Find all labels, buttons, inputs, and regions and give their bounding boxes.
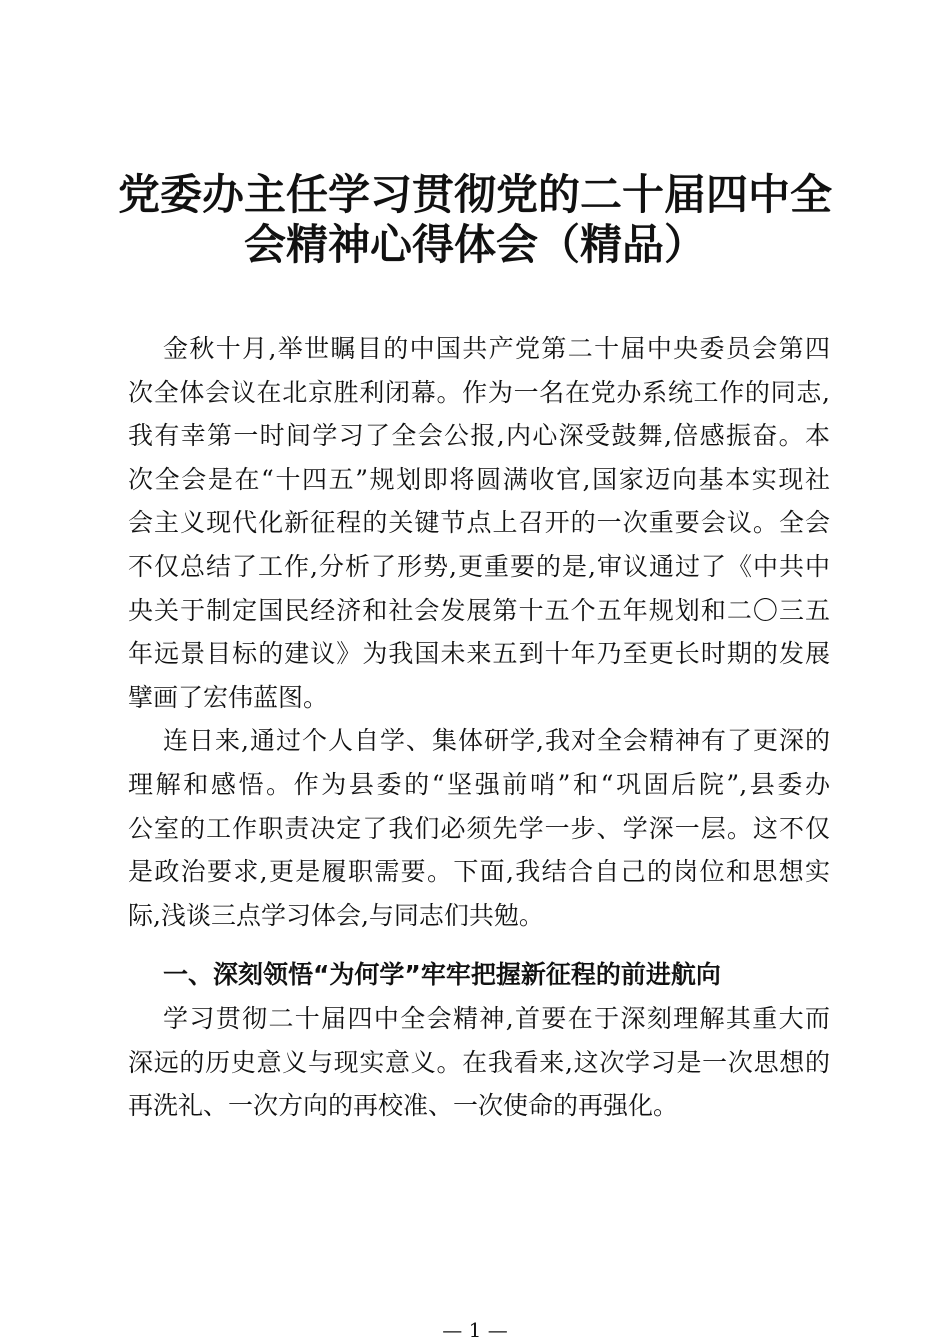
text-line: 再洗礼、一次方向的再校准、一次使命的再强化。: [128, 1091, 679, 1121]
paragraph-1: [128, 327, 830, 719]
text-line: 深远的历史意义与现实意义。在我看来,这次学习是一次思想的: [128, 1047, 830, 1077]
paragraph-2: [128, 719, 830, 937]
text-line: 连日来,通过个人自学、集体研学,我对全会精神有了更深的: [163, 726, 830, 756]
text-line: 次全会是在“十四五”规划即将圆满收官,国家迈向基本实现社: [128, 464, 830, 494]
text-line: 次全体会议在北京胜利闭幕。作为一名在党办系统工作的同志,: [128, 377, 830, 407]
title-line: 党委办主任学习贯彻党的二十届四中全: [117, 170, 832, 219]
text-line: 金秋十月,举世瞩目的中国共产党第二十届中央委员会第四: [163, 334, 830, 363]
text-line: 年远景目标的建议》为我国未来五到十年乃至更长时期的发展: [128, 639, 830, 669]
paragraph-3: [128, 997, 830, 1128]
text-line: 不仅总结了工作,分析了形势,更重要的是,审议通过了《中共中: [128, 551, 830, 581]
text-line: 我有幸第一时间学习了全会公报,内心深受鼓舞,倍感振奋。本: [128, 421, 830, 451]
text-line: 理解和感悟。作为县委的“坚强前哨”和“巩固后院”,县委办: [128, 769, 830, 799]
text-line: 学习贯彻二十届四中全会精神,首要在于深刻理解其重大而: [163, 1003, 830, 1033]
text-line: 际,浅谈三点学习体会,与同志们共勉。: [128, 900, 544, 930]
text-line: 会主义现代化新征程的关键节点上召开的一次重要会议。全会: [128, 508, 830, 538]
text-line: 擘画了宏伟蓝图。: [128, 682, 329, 712]
document-title: [100, 170, 850, 270]
text-line: 是政治要求,更是履职需要。下面,我结合自己的岗位和思想实: [128, 857, 830, 887]
text-line: 央关于制定国民经济和社会发展第十五个五年规划和二〇三五: [128, 595, 830, 625]
document-body: [128, 327, 830, 1128]
title-line: 会精神心得体会（精品）: [243, 220, 706, 269]
page-number: — 1 —: [442, 1318, 508, 1342]
text-line: 公室的工作职责决定了我们必须先学一步、学深一层。这不仅: [128, 813, 830, 843]
section-heading: 一、深刻领悟“为何学”牢牢把握新征程的前进航向: [163, 960, 721, 990]
